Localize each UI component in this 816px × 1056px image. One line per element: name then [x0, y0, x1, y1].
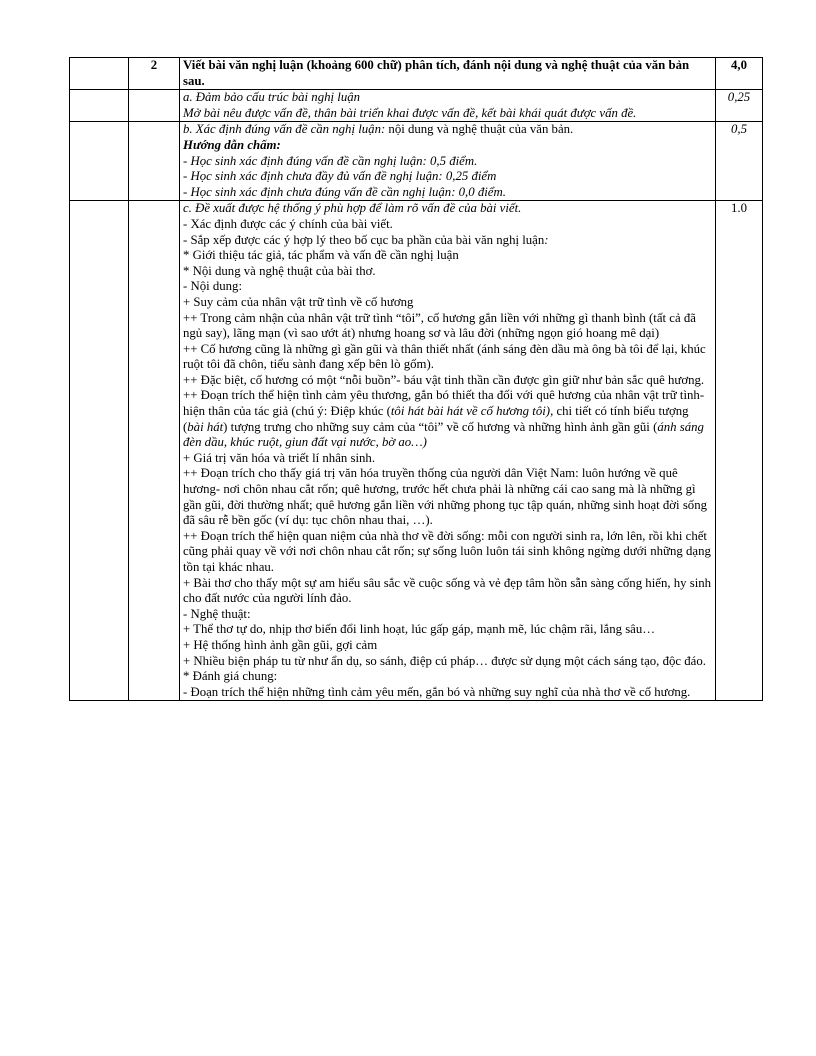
text-segment: tôi hát bài hát về cố hương tôi)	[390, 404, 551, 419]
section-cell	[70, 58, 129, 90]
criterion-line	[183, 201, 712, 217]
criterion-line	[183, 342, 712, 373]
section-cell	[70, 122, 129, 201]
criterion-line	[183, 654, 712, 670]
text-segment: ánh sáng đèn dầu, khúc ruột, giun đất vại nước, bờ ao…)	[183, 419, 704, 450]
text-segment: ++ Đoạn trích thể hiện tình cảm yêu thương, gắn bó thiết tha đối với quê hương của nhân vật trữ tình- hiện thân của tác giả (chú ý: Điệp khúc (	[183, 388, 705, 419]
criterion-line	[183, 279, 712, 295]
text-segment: - Đoạn trích thể hiện những tình cảm yêu mến, gắn bó và những suy nghĩ của nhà thơ về cố hương.	[183, 684, 691, 699]
criterion-line	[183, 248, 712, 264]
criterion-line	[183, 622, 712, 638]
criterion-line	[183, 295, 712, 311]
question-score: 4,0	[716, 58, 763, 90]
text-segment: nội dung và nghệ thuật của văn bản.	[385, 122, 574, 137]
text-segment: Mở bài nêu được vấn đề, thân bài triển khai được vấn đề, kết bài khái quát được vấn đề.	[183, 105, 637, 120]
criterion-line	[183, 576, 712, 607]
criterion-row-a	[70, 90, 763, 122]
text-segment: ) tượng trưng cho những suy cảm của “tôi” về cố hương và những hình ảnh gần gũi (	[223, 419, 658, 434]
text-segment: b. Xác định đúng vấn đề cần nghị luận:	[183, 122, 386, 137]
criterion-content	[180, 90, 716, 122]
criterion-score: 1.0	[716, 201, 763, 701]
criterion-line	[183, 685, 712, 701]
text-segment: * Nội dung và nghệ thuật của bài thơ.	[183, 263, 376, 278]
question-number: 2	[129, 58, 180, 90]
question-row	[70, 58, 763, 90]
criterion-line	[183, 311, 712, 342]
criterion-line	[183, 638, 712, 654]
text-segment: ++ Đặc biệt, cố hương có một “nỗi buồn”- báu vật tinh thần cần được gìn giữ như bản sắc quê hương.	[183, 372, 705, 387]
criterion-line	[183, 264, 712, 280]
text-segment: - Học sinh xác định đúng vấn đề cần nghị luận: 0,5 điểm.	[183, 153, 478, 168]
criterion-content	[180, 122, 716, 201]
criterion-line	[183, 451, 712, 467]
question-number-cell	[129, 201, 180, 701]
criterion-content	[180, 201, 716, 701]
text-segment: - Sắp xếp được các ý hợp lý theo bố cục ba phần của bài văn nghị luận	[183, 232, 545, 247]
question-number-cell	[129, 90, 180, 122]
text-segment: - Học sinh xác định chưa đúng vấn đề cần nghị luận: 0,0 điểm.	[183, 184, 506, 199]
criterion-row-b	[70, 122, 763, 201]
text-segment: - Học sinh xác định chưa đầy đủ vấn đề nghị luận: 0,25 điểm	[183, 169, 497, 184]
text-segment: bài hát	[187, 419, 224, 434]
criterion-line	[183, 669, 712, 685]
question-number-cell	[129, 122, 180, 201]
criterion-line	[183, 466, 712, 528]
criterion-line	[183, 154, 712, 170]
criterion-score: 0,5	[716, 122, 763, 201]
criterion-line	[183, 529, 712, 576]
text-segment: c. Đề xuất được hệ thống ý phù hợp để làm rõ vấn đề của bài viết.	[183, 201, 522, 216]
criterion-line	[183, 185, 712, 201]
criterion-score: 0,25	[716, 90, 763, 122]
text-segment: ++ Đoạn trích cho thấy giá trị văn hóa truyền thống của người dân Việt Nam: luôn hướng về quê hương- nơi chôn nhau cắt rốn; quê hương, trước hết chưa phải là những cái cao sang mà là những gì gần gũi, đời thường nhất; quê hương gắn liền với những phong tục tập quán, những sinh hoạt đời sống đã sâu rễ bền gốc (ví dụ: tục chôn nhau thai, …).	[183, 466, 707, 528]
criterion-line	[183, 169, 712, 185]
criterion-line	[183, 122, 712, 138]
text-segment: + Giá trị văn hóa và triết lí nhân sinh.	[183, 450, 376, 465]
criterion-line	[183, 607, 712, 623]
section-cell	[70, 90, 129, 122]
text-segment: - Nội dung:	[183, 279, 243, 294]
grading-table	[69, 57, 763, 701]
text-segment: + Bài thơ cho thấy một sự am hiểu sâu sắc về cuộc sống và vẻ đẹp tâm hồn sẵn sàng cống hiến, hy sinh cho đất nước của người lính đảo.	[183, 575, 712, 606]
section-cell	[70, 201, 129, 701]
criterion-line	[183, 373, 712, 389]
text-segment: :	[544, 232, 549, 247]
criterion-line	[183, 138, 712, 154]
text-segment: + Suy cảm của nhân vật trữ tình về cố hương	[183, 294, 414, 309]
text-segment: Hướng dẫn chấm:	[183, 137, 281, 152]
text-segment: ++ Cố hương cũng là những gì gần gũi và thân thiết nhất (ánh sáng đèn dầu mà ông bà tôi để lại, khúc ruột tôi đã chôn, tiểu sành đang xếp bên lò gốm).	[183, 341, 706, 372]
criterion-line	[183, 388, 712, 450]
text-segment: a. Đảm bảo cấu trúc bài nghị luận	[183, 90, 361, 105]
text-segment: ++ Đoạn trích thể hiện quan niệm của nhà thơ về đời sống: mỗi con người sinh ra, lớn lên, rồi khi chết cũng phải quay về với nơi chôn nhau cắt rốn; sự sống luôn luôn tái sinh không ngừng dưới những dạng tồn tại khác nhau.	[183, 528, 711, 574]
criterion-line	[183, 217, 712, 233]
question-title: Viết bài văn nghị luận (khoảng 600 chữ) phân tích, đánh nội dung và nghệ thuật của văn bản sau.	[180, 58, 716, 90]
criterion-line	[183, 233, 712, 249]
text-segment: + Nhiều biện pháp tu từ như ẩn dụ, so sánh, điệp cú pháp… được sử dụng một cách sáng tạo, độc đáo.	[183, 653, 706, 668]
text-segment: - Nghệ thuật:	[183, 606, 251, 621]
text-segment: , chi tiết có tính biểu tượng (	[183, 404, 689, 434]
criterion-line	[183, 106, 712, 122]
criterion-line	[183, 90, 712, 106]
text-segment: * Đánh giá chung:	[183, 669, 278, 684]
criterion-row-c	[70, 201, 763, 701]
text-segment: ++ Trong cảm nhận của nhân vật trữ tình “tôi”, cố hương gắn liền với những gì thanh bình (tất cả đã ngủ say), lãng mạn (vì sao ướt át) nhưng hoang sơ và lâu đời (những ngọn gió hoang mê dại)	[183, 310, 696, 341]
text-segment: - Xác định được các ý chính của bài viết.	[183, 216, 393, 231]
text-segment: + Thể thơ tự do, nhịp thơ biến đổi linh hoạt, lúc gấp gáp, mạnh mẽ, lúc chậm rãi, lắng sâu…	[183, 622, 656, 637]
text-segment: + Hệ thống hình ảnh gần gũi, gợi cảm	[183, 637, 378, 652]
text-segment: * Giới thiệu tác giả, tác phẩm và vấn đề cần nghị luận	[183, 248, 459, 263]
